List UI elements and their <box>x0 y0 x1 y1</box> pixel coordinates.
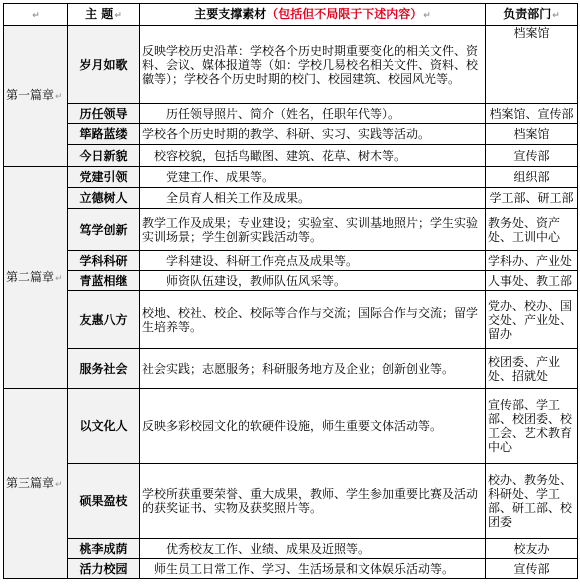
material-cell: 师生员工日常工作、学习、生活场景和文体娱乐活动等。 <box>140 559 486 579</box>
theme-cell: 以文化人 <box>68 389 140 464</box>
table-row <box>4 26 578 104</box>
material-cell: 反映学校历史沿革：学校各个历史时期重要变化的相关文件、资料、会议、媒体报道等（如：学校几易校名相关文件、资料、校徽等）；学校各个历史时期的校门、校园建筑、校园风光等。 <box>140 26 486 104</box>
dept-cell: 宣传部 <box>486 145 578 167</box>
table-row <box>4 539 578 559</box>
header-theme-cell: 主 题↵ <box>68 4 140 26</box>
return-mark: ↵ <box>552 10 560 21</box>
table-row <box>4 188 578 209</box>
table-row <box>4 271 578 291</box>
table-row <box>4 251 578 271</box>
dept-cell: 学科办、产业处 <box>486 251 578 271</box>
table-row <box>4 349 578 389</box>
material-table <box>3 3 578 579</box>
dept-cell: 校办、教务处、科研处、学工部、研工部、校团委 <box>486 464 578 539</box>
header-material-cell: 主要支撑素材（包括但不局限于下述内容）↵ <box>140 4 486 26</box>
dept-cell: 档案馆 <box>486 26 578 104</box>
material-cell: 校地、校社、校企、校际等合作与交流；国际合作与交流；留学生培养等。 <box>140 291 486 349</box>
material-cell: 历任领导照片、简介（姓名，任职年代等）。 <box>140 104 486 124</box>
material-cell: 反映多彩校园文化的软硬件设施，师生重要文体活动等。 <box>140 389 486 464</box>
theme-cell: 岁月如歌 <box>68 26 140 104</box>
return-mark: ↵ <box>423 10 431 21</box>
table-row <box>4 124 578 145</box>
table-header-row <box>4 4 578 26</box>
header-material-note: （包括但不局限于下述内容） <box>266 6 423 21</box>
table-row <box>4 145 578 167</box>
header-dept-cell: 负责部门↵ <box>486 4 578 26</box>
theme-cell: 青蓝相继 <box>68 271 140 291</box>
theme-cell: 今日新貌 <box>68 145 140 167</box>
theme-cell: 立德树人 <box>68 188 140 209</box>
theme-cell: 服务社会 <box>68 349 140 389</box>
theme-cell: 硕果盈枝 <box>68 464 140 539</box>
dept-cell: 学工部、研工部 <box>486 188 578 209</box>
dept-cell: 宣传部 <box>486 559 578 579</box>
table-row <box>4 209 578 251</box>
material-cell: 学科建设、科研工作亮点及成果等。 <box>140 251 486 271</box>
header-chapter-cell <box>4 4 68 26</box>
theme-cell: 友惠八方 <box>68 291 140 349</box>
theme-cell: 桃李成荫 <box>68 539 140 559</box>
theme-cell: 筚路蓝缕 <box>68 124 140 145</box>
chapter-2-cell: 第二篇章↵ <box>4 167 68 389</box>
dept-cell: 教务处、资产处、工训中心 <box>486 209 578 251</box>
dept-cell: 校友办 <box>486 539 578 559</box>
dept-cell: 组织部 <box>486 167 578 188</box>
dept-cell: 档案馆 <box>486 124 578 145</box>
material-cell: 党建工作、成果等。 <box>140 167 486 188</box>
dept-cell: 校团委、产业处、招就处 <box>486 349 578 389</box>
dept-cell: 档案馆、宣传部 <box>486 104 578 124</box>
material-cell: 师资队伍建设，教师队伍风采等。 <box>140 271 486 291</box>
table-row <box>4 389 578 464</box>
table-row <box>4 559 578 579</box>
table-row <box>4 104 578 124</box>
theme-cell: 历任领导 <box>68 104 140 124</box>
return-mark: ↵ <box>32 10 40 21</box>
material-cell: 学校各个历史时期的教学、科研、实习、实践等活动。 <box>140 124 486 145</box>
dept-cell: 宣传部、学工部、校团委、校工会、艺术教育中心 <box>486 389 578 464</box>
chapter-1-cell: 第一篇章↵ <box>4 26 68 167</box>
return-mark: ↵ <box>114 10 122 21</box>
material-cell: 教学工作及成果；专业建设；实验室、实训基地照片；学生实验实训场景；学生创新实践活动等。 <box>140 209 486 251</box>
theme-cell: 笃学创新 <box>68 209 140 251</box>
theme-cell: 党建引领 <box>68 167 140 188</box>
theme-cell: 学科科研 <box>68 251 140 271</box>
chapter-3-cell: 第三篇章↵ <box>4 389 68 579</box>
table-row <box>4 464 578 539</box>
material-cell: 学校所获重要荣誉、重大成果，教师、学生参加重要比赛及活动的获奖证书、实物及获奖照片等。 <box>140 464 486 539</box>
material-cell: 社会实践；志愿服务；科研服务地方及企业；创新创业等。 <box>140 349 486 389</box>
dept-cell: 人事处、教工部 <box>486 271 578 291</box>
material-cell: 校容校貌，包括鸟瞰图、建筑、花草、树木等。 <box>140 145 486 167</box>
table-row <box>4 291 578 349</box>
dept-cell: 党办、校办、国交处、产业处、留办 <box>486 291 578 349</box>
material-cell: 优秀校友工作、业绩、成果及近照等。 <box>140 539 486 559</box>
table-row <box>4 167 578 188</box>
theme-cell: 活力校园 <box>68 559 140 579</box>
material-cell: 全员育人相关工作及成果。 <box>140 188 486 209</box>
